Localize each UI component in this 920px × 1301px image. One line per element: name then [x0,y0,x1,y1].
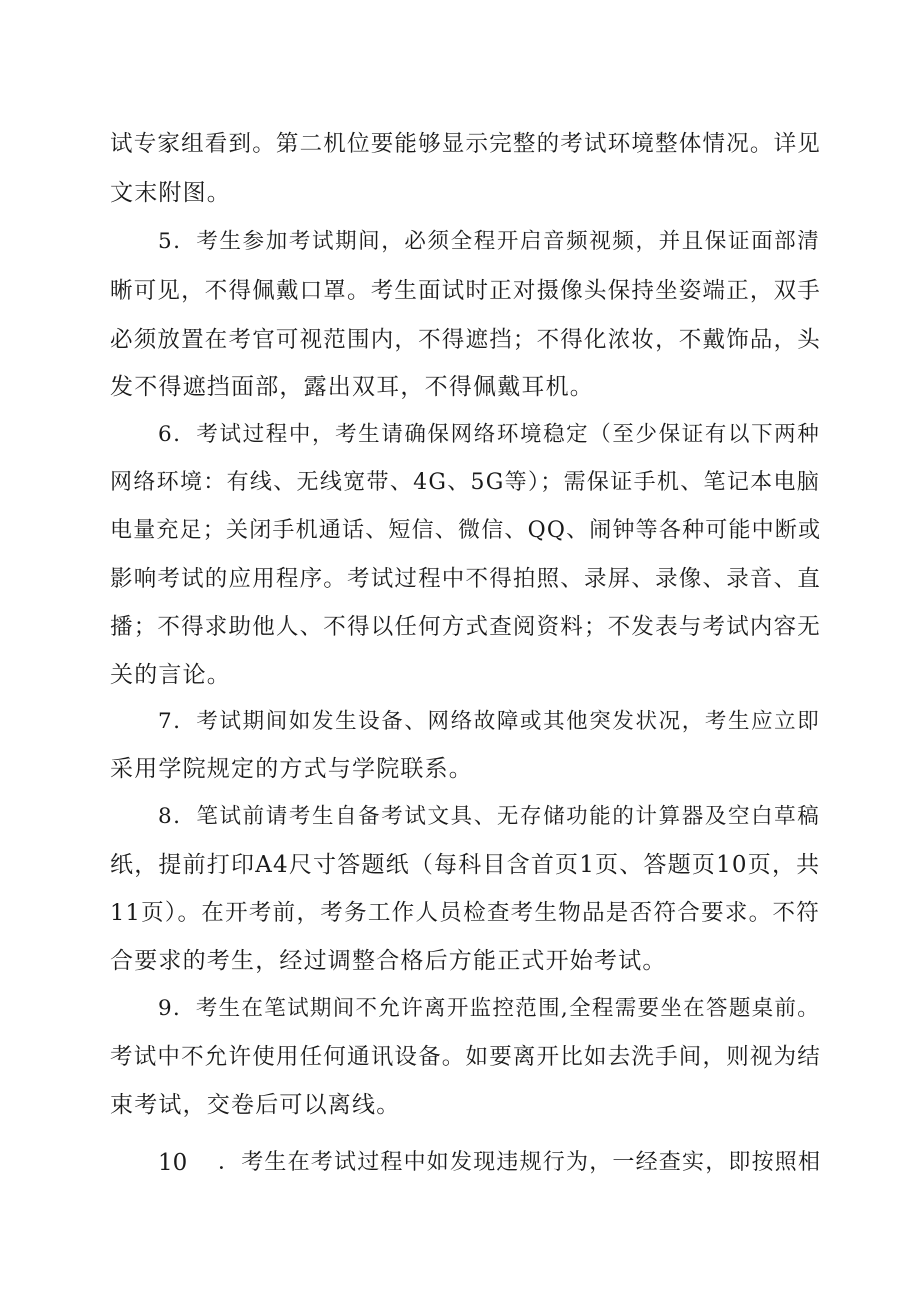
paragraph-5-line: 5．考生参加考试期间，必须全程开启音频视频，并且保证面部清 [158,229,820,254]
paragraph-line: 试专家组看到。第二机位要能够显示完整的考试环境整体情况。详见 [110,131,822,157]
paragraph-5-line: 必须放置在考官可视范围内，不得遮挡；不得化浓妆，不戴饰品，头 [110,327,822,353]
paragraph-6-line: 影响考试的应用程序。考试过程中不得拍照、录屏、录像、录音、直 [110,566,822,592]
paragraph-8-line: 11页）。在开考前，考务工作人员检查考生物品是否符合要求。不符 [110,900,820,926]
paragraph-5-line: 晰可见，不得佩戴口罩。考生面试时正对摄像头保持坐姿端正，双手 [110,278,822,304]
paragraph-9-line: 9．考生在笔试期间不允许离开监控范围,全程需要坐在答题桌前。 [158,996,820,1021]
paragraph-6-line: 6．考试过程中，考生请确保网络环境稳定（至少保证有以下两种 [158,422,820,447]
paragraph-6-line: 电量充足；关闭手机通话、短信、微信、QQ、闹钟等各种可能中断或 [110,518,822,543]
paragraph-8-line: 8．笔试前请考生自备考试文具、无存储功能的计算器及空白草稿 [158,804,820,829]
paragraph-10-number: 10 [158,1150,188,1176]
paragraph-6-line: 网络环境：有线、无线宽带、4G、5G等）；需保证手机、笔记本电脑 [110,470,820,495]
paragraph-9-line: 考试中不允许使用任何通讯设备。如要离开比如去洗手间，则视为结 [110,1044,822,1070]
paragraph-line: 文末附图。 [110,180,231,206]
paragraph-10-line: ．考生在考试过程中如发现违规行为，一经查实，即按照相 [218,1150,822,1175]
paragraph-6-line: 关的言论。 [110,662,231,688]
paragraph-9-line: 束考试，交卷后可以离线。 [110,1092,401,1118]
paragraph-5-line: 发不得遮挡面部，露出双耳，不得佩戴耳机。 [110,374,594,400]
paragraph-6-line: 播；不得求助他人、不得以任何方式查阅资料；不发表与考试内容无 [110,614,822,640]
paragraph-7-line: 7．考试期间如发生设备、网络故障或其他突发状况，考生应立即 [158,709,820,734]
paragraph-7-line: 采用学院规定的方式与学院联系。 [110,756,473,782]
paragraph-8-line: 合要求的考生，经过调整合格后方能正式开始考试。 [110,948,667,974]
paragraph-8-line: 纸，提前打印A4尺寸答题纸（每科目含首页1页、答题页10页，共 [110,852,821,878]
